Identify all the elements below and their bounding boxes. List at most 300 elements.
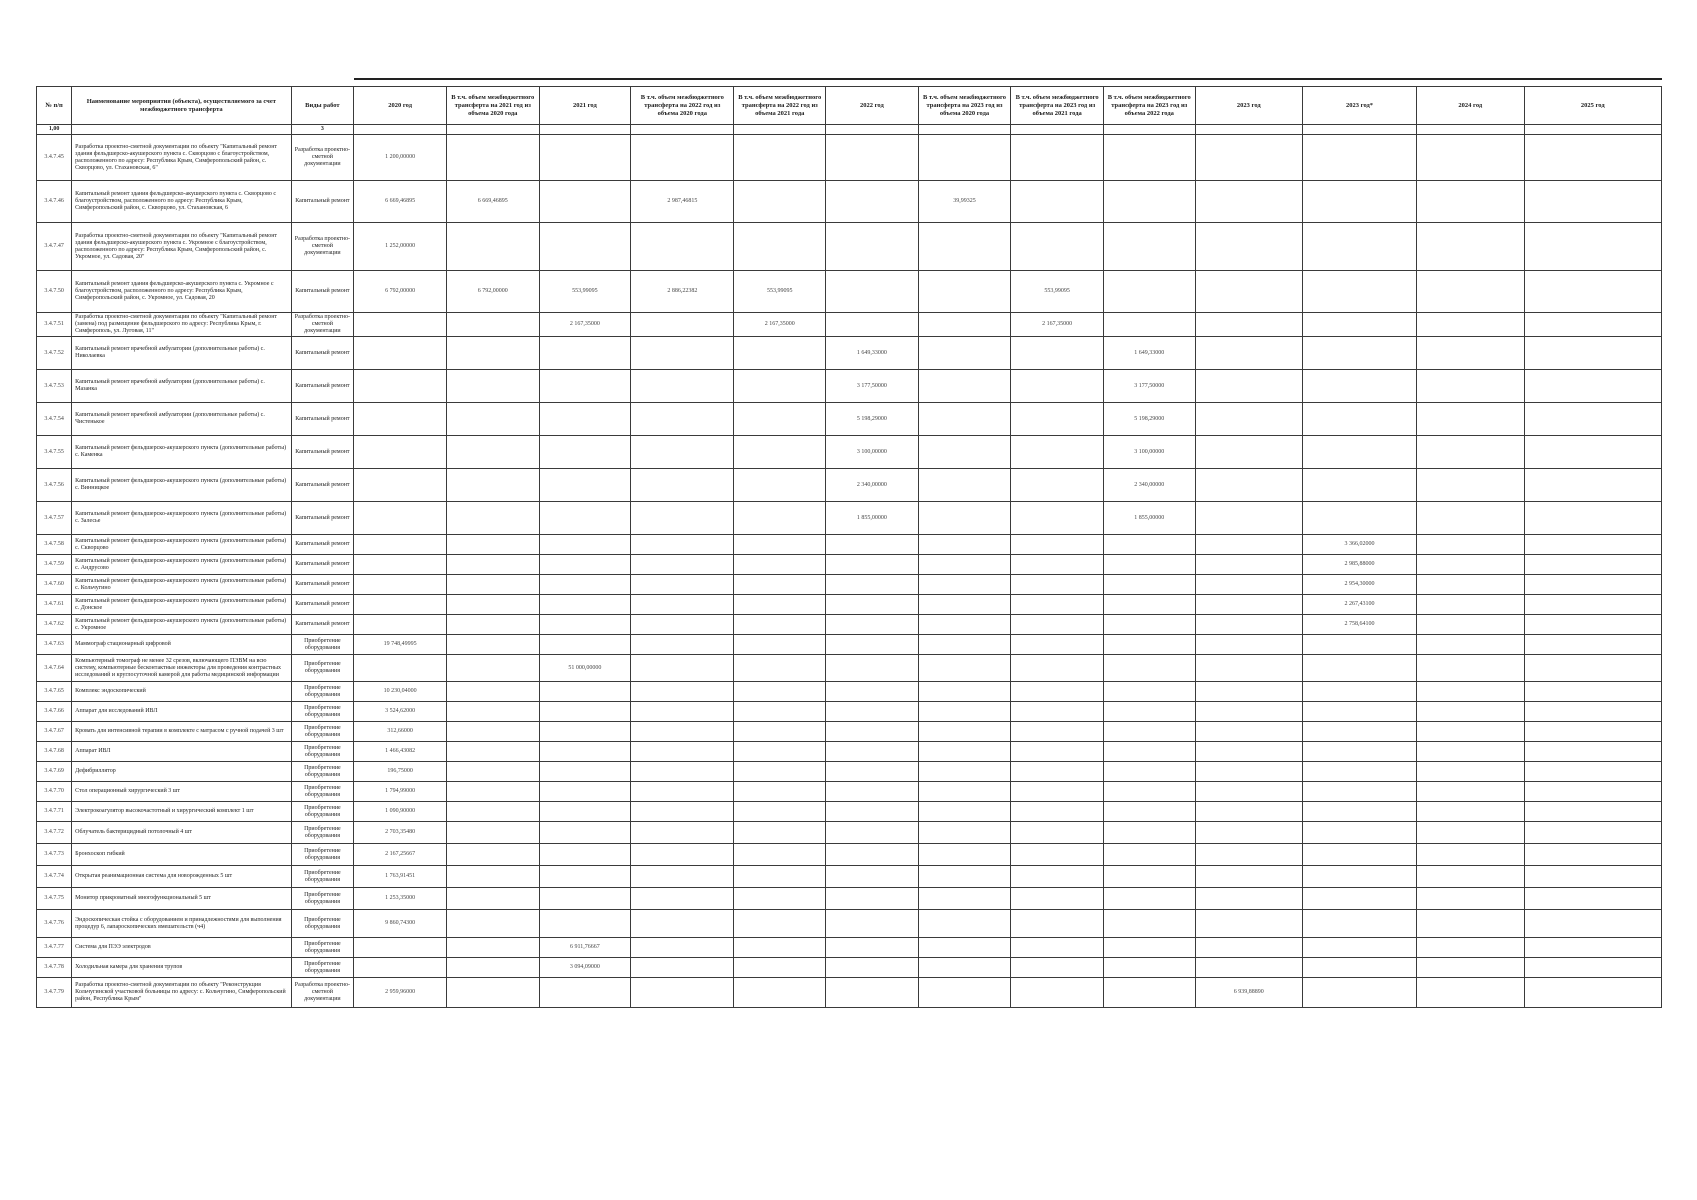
- row-name: Разработка проектно-сметной документации по объекту "Реконструкция Кольчугинской участковой больницы по адресу: с. Кольчугино, Симферопольский район, Республика Крым": [72, 978, 291, 1008]
- row-value: [1417, 135, 1525, 181]
- row-value: [826, 271, 919, 313]
- row-value: [446, 702, 539, 722]
- row-value: 19 748,49995: [354, 635, 447, 655]
- row-value: 3 366,02000: [1303, 535, 1417, 555]
- row-value: 1 649,33000: [1103, 337, 1195, 370]
- row-value: [354, 555, 447, 575]
- row-value: [826, 910, 919, 938]
- row-value: [826, 822, 919, 844]
- row-value: 553,99095: [539, 271, 631, 313]
- row-value: [1303, 910, 1417, 938]
- row-value: [354, 469, 447, 502]
- row-value: [918, 782, 1011, 802]
- table-row: [37, 655, 1662, 682]
- row-value: [1011, 436, 1104, 469]
- row-value: [631, 555, 734, 575]
- row-value: [354, 595, 447, 615]
- row-name: Капитальный ремонт фельдшерско-акушерского пункта (дополнительные работы) с. Каменка: [72, 436, 291, 469]
- row-value: [446, 742, 539, 762]
- row-value: [354, 313, 447, 337]
- row-value: [354, 575, 447, 595]
- row-value: [1303, 782, 1417, 802]
- row-kind: Капитальный ремонт: [291, 469, 354, 502]
- row-value: [826, 866, 919, 888]
- header-year-col: В т.ч. объем межбюджетного трансферта на 2023 год из объема 2021 года: [1011, 87, 1104, 125]
- row-value: [1417, 910, 1525, 938]
- row-value: [918, 635, 1011, 655]
- row-value: [354, 958, 447, 978]
- row-value: [826, 555, 919, 575]
- row-value: 2 954,30000: [1303, 575, 1417, 595]
- row-value: [1524, 682, 1661, 702]
- row-value: [918, 802, 1011, 822]
- row-num: 3.4.7.79: [37, 978, 72, 1008]
- row-value: 2 758,64100: [1303, 615, 1417, 635]
- row-value: 553,99095: [734, 271, 826, 313]
- row-value: [918, 535, 1011, 555]
- row-value: [539, 742, 631, 762]
- row-value: [539, 866, 631, 888]
- row-num: 3.4.7.45: [37, 135, 72, 181]
- row-value: [1195, 615, 1303, 635]
- row-value: [1417, 822, 1525, 844]
- row-value: [1103, 910, 1195, 938]
- header-year-col: В т.ч. объем межбюджетного трансферта на 2023 год из объема 2020 года: [918, 87, 1011, 125]
- row-value: [446, 436, 539, 469]
- row-value: [631, 802, 734, 822]
- row-value: [1011, 595, 1104, 615]
- row-name: Капитальный ремонт фельдшерско-акушерского пункта (дополнительные работы) с. Андрусово: [72, 555, 291, 575]
- row-name: Капитальный ремонт здания фельдшерско-акушерского пункта с. Скворцово с благоустройством, расположенного по адресу: Республика Крым, Симферопольский район, с. Скворцово, ул. Стахановская, 6: [72, 181, 291, 223]
- row-value: [631, 978, 734, 1008]
- row-value: [1195, 313, 1303, 337]
- row-kind: Капитальный ремонт: [291, 337, 354, 370]
- row-value: [1417, 535, 1525, 555]
- table-row: [37, 535, 1662, 555]
- row-value: [354, 337, 447, 370]
- row-value: [734, 866, 826, 888]
- row-kind: Капитальный ремонт: [291, 555, 354, 575]
- row-value: [1195, 655, 1303, 682]
- row-value: [1103, 888, 1195, 910]
- row-value: 2 167,35000: [539, 313, 631, 337]
- row-value: [1195, 535, 1303, 555]
- row-value: [918, 888, 1011, 910]
- row-value: [734, 337, 826, 370]
- row-value: [734, 782, 826, 802]
- row-value: [446, 978, 539, 1008]
- row-kind: Приобретение оборудования: [291, 888, 354, 910]
- row-value: [1524, 595, 1661, 615]
- row-value: [918, 502, 1011, 535]
- row-value: [631, 682, 734, 702]
- row-value: [1011, 555, 1104, 575]
- table-row: [37, 181, 1662, 223]
- row-kind: Приобретение оборудования: [291, 958, 354, 978]
- row-value: [1524, 313, 1661, 337]
- row-kind: Приобретение оборудования: [291, 802, 354, 822]
- table-row: [37, 682, 1662, 702]
- row-value: [446, 135, 539, 181]
- row-value: [918, 135, 1011, 181]
- row-value: [354, 370, 447, 403]
- row-value: [734, 938, 826, 958]
- row-num: 3.4.7.51: [37, 313, 72, 337]
- row-value: [631, 469, 734, 502]
- row-value: [826, 742, 919, 762]
- row-value: [1524, 782, 1661, 802]
- row-value: [1195, 595, 1303, 615]
- row-num: 3.4.7.74: [37, 866, 72, 888]
- row-value: [631, 135, 734, 181]
- row-value: 1 855,00000: [1103, 502, 1195, 535]
- row-value: [1303, 655, 1417, 682]
- row-value: [1195, 822, 1303, 844]
- row-kind: Разработка проектно-сметной документации: [291, 223, 354, 271]
- row-value: [539, 403, 631, 436]
- row-value: [539, 575, 631, 595]
- row-value: [1417, 469, 1525, 502]
- row-value: [1303, 135, 1417, 181]
- row-name: Капитальный ремонт фельдшерско-акушерского пункта (дополнительные работы) с. Скворцово: [72, 535, 291, 555]
- row-value: [1524, 135, 1661, 181]
- row-name: Капитальный ремонт врачебной амбулатории (дополнительные работы) с. Николаевка: [72, 337, 291, 370]
- row-value: [631, 223, 734, 271]
- index-cell: [1524, 125, 1661, 135]
- row-value: [446, 888, 539, 910]
- row-value: [446, 502, 539, 535]
- row-value: [918, 469, 1011, 502]
- row-value: [631, 782, 734, 802]
- row-value: [539, 844, 631, 866]
- row-value: [446, 337, 539, 370]
- row-value: [1524, 271, 1661, 313]
- row-value: [446, 370, 539, 403]
- row-value: [631, 722, 734, 742]
- row-value: [1011, 370, 1104, 403]
- row-value: [446, 682, 539, 702]
- row-value: [1195, 575, 1303, 595]
- row-name: Комплекс эндоскопический: [72, 682, 291, 702]
- row-value: [446, 655, 539, 682]
- row-value: [1524, 866, 1661, 888]
- row-value: [539, 682, 631, 702]
- row-kind: Приобретение оборудования: [291, 910, 354, 938]
- row-value: [539, 555, 631, 575]
- row-value: [1195, 762, 1303, 782]
- row-value: [1303, 223, 1417, 271]
- index-name: [72, 125, 291, 135]
- row-value: [826, 802, 919, 822]
- row-num: 3.4.7.58: [37, 535, 72, 555]
- row-value: [1103, 742, 1195, 762]
- row-value: [1417, 958, 1525, 978]
- row-value: 2 985,88000: [1303, 555, 1417, 575]
- row-kind: Капитальный ремонт: [291, 436, 354, 469]
- row-value: [1103, 866, 1195, 888]
- table-row: [37, 615, 1662, 635]
- table-row: [37, 502, 1662, 535]
- row-name: Бронхоскоп гибкий: [72, 844, 291, 866]
- row-value: 1 253,35000: [354, 888, 447, 910]
- row-value: [1524, 555, 1661, 575]
- row-value: [446, 313, 539, 337]
- row-value: [1011, 702, 1104, 722]
- row-value: [734, 762, 826, 782]
- row-num: 3.4.7.61: [37, 595, 72, 615]
- row-num: 3.4.7.47: [37, 223, 72, 271]
- row-value: 3 524,62000: [354, 702, 447, 722]
- header-num: № п/п: [37, 87, 72, 125]
- row-value: [631, 958, 734, 978]
- index-cell: [446, 125, 539, 135]
- row-value: [539, 223, 631, 271]
- row-value: 553,99095: [1011, 271, 1104, 313]
- table-row: [37, 135, 1662, 181]
- row-kind: Приобретение оборудования: [291, 762, 354, 782]
- row-value: [1011, 722, 1104, 742]
- row-value: [1524, 502, 1661, 535]
- row-value: [1303, 822, 1417, 844]
- row-value: [734, 370, 826, 403]
- table-row: [37, 978, 1662, 1008]
- row-value: [1303, 702, 1417, 722]
- row-value: 1 855,00000: [826, 502, 919, 535]
- index-cell: [354, 125, 447, 135]
- row-value: [1011, 866, 1104, 888]
- row-value: [539, 888, 631, 910]
- row-value: [539, 135, 631, 181]
- row-value: [539, 635, 631, 655]
- row-value: [631, 888, 734, 910]
- row-value: [1011, 181, 1104, 223]
- row-value: [539, 370, 631, 403]
- row-value: 2 959,96000: [354, 978, 447, 1008]
- row-value: [918, 742, 1011, 762]
- row-value: 6 911,76667: [539, 938, 631, 958]
- table-row: [37, 702, 1662, 722]
- row-value: 3 177,50000: [1103, 370, 1195, 403]
- row-value: [918, 223, 1011, 271]
- row-kind: Капитальный ремонт: [291, 403, 354, 436]
- row-value: [826, 938, 919, 958]
- row-value: [734, 802, 826, 822]
- row-value: [734, 655, 826, 682]
- row-value: [918, 702, 1011, 722]
- row-value: [1303, 502, 1417, 535]
- table-row: [37, 271, 1662, 313]
- row-value: [1417, 370, 1525, 403]
- row-value: [1103, 313, 1195, 337]
- row-value: [631, 635, 734, 655]
- row-value: [826, 635, 919, 655]
- row-value: [1195, 910, 1303, 938]
- row-value: [1103, 978, 1195, 1008]
- row-value: [1417, 762, 1525, 782]
- row-kind: Капитальный ремонт: [291, 535, 354, 555]
- header-year-col: В т.ч. объем межбюджетного трансферта на 2023 год из объема 2022 года: [1103, 87, 1195, 125]
- row-name: Электрокоагулятор высокочастотный и хирургический комплект 1 шт: [72, 802, 291, 822]
- row-value: 1 466,43082: [354, 742, 447, 762]
- index-cell: [826, 125, 919, 135]
- row-value: [1524, 575, 1661, 595]
- row-value: [826, 702, 919, 722]
- header-year-col: В т.ч. объем межбюджетного трансферта на 2022 год из объема 2020 года: [631, 87, 734, 125]
- row-num: 3.4.7.70: [37, 782, 72, 802]
- row-value: [918, 978, 1011, 1008]
- row-value: [1011, 135, 1104, 181]
- row-value: [734, 822, 826, 844]
- row-value: 2 340,00000: [826, 469, 919, 502]
- row-value: 3 094,09000: [539, 958, 631, 978]
- row-value: [1303, 313, 1417, 337]
- row-name: Капитальный ремонт фельдшерско-акушерского пункта (дополнительные работы) с. Залесье: [72, 502, 291, 535]
- row-value: [1417, 938, 1525, 958]
- row-num: 3.4.7.78: [37, 958, 72, 978]
- row-value: [1195, 370, 1303, 403]
- row-num: 3.4.7.50: [37, 271, 72, 313]
- row-value: [539, 615, 631, 635]
- row-value: [918, 822, 1011, 844]
- row-value: [1195, 866, 1303, 888]
- row-value: [354, 655, 447, 682]
- row-kind: Капитальный ремонт: [291, 502, 354, 535]
- row-value: [1195, 181, 1303, 223]
- row-value: [826, 575, 919, 595]
- row-value: [918, 958, 1011, 978]
- row-value: [1417, 802, 1525, 822]
- row-value: [918, 595, 1011, 615]
- row-value: 2 167,35000: [1011, 313, 1104, 337]
- index-cell: [631, 125, 734, 135]
- row-value: [918, 337, 1011, 370]
- row-value: [631, 910, 734, 938]
- row-value: [539, 337, 631, 370]
- row-kind: Капитальный ремонт: [291, 595, 354, 615]
- row-name: Капитальный ремонт врачебной амбулатории (дополнительные работы) с. Мазанка: [72, 370, 291, 403]
- row-name: Разработка проектно-сметной документации по объекту "Капитальный ремонт здания фельдшерско-акушерского пункта с. Скворцово с благоустройством, расположенного по адресу: Республика Крым, Симферопольский район, с. Скворцово, ул. Стахановская, 6": [72, 135, 291, 181]
- row-value: [826, 978, 919, 1008]
- row-value: [826, 181, 919, 223]
- row-value: [734, 469, 826, 502]
- row-kind: Приобретение оборудования: [291, 822, 354, 844]
- row-value: [1103, 722, 1195, 742]
- row-value: [1011, 762, 1104, 782]
- row-value: [918, 436, 1011, 469]
- row-value: [1011, 742, 1104, 762]
- table-row: [37, 469, 1662, 502]
- row-value: [734, 844, 826, 866]
- row-num: 3.4.7.54: [37, 403, 72, 436]
- row-value: 312,66000: [354, 722, 447, 742]
- row-kind: Капитальный ремонт: [291, 181, 354, 223]
- row-value: [918, 866, 1011, 888]
- row-value: [1011, 615, 1104, 635]
- row-value: [1011, 938, 1104, 958]
- table-row: [37, 822, 1662, 844]
- row-value: [1011, 782, 1104, 802]
- row-num: 3.4.7.72: [37, 822, 72, 844]
- row-value: [1011, 682, 1104, 702]
- row-num: 3.4.7.67: [37, 722, 72, 742]
- index-cell: [1195, 125, 1303, 135]
- row-value: [1417, 615, 1525, 635]
- row-value: [539, 722, 631, 742]
- row-value: [734, 742, 826, 762]
- table-row: [37, 575, 1662, 595]
- row-name: Аппарат для исследований ИВЛ: [72, 702, 291, 722]
- row-value: [1303, 978, 1417, 1008]
- row-name: Монитор прикроватный многофункциональный 5 шт: [72, 888, 291, 910]
- index-cell: [1417, 125, 1525, 135]
- row-value: [631, 742, 734, 762]
- row-value: [631, 337, 734, 370]
- index-cell: [1011, 125, 1104, 135]
- row-value: [1303, 888, 1417, 910]
- row-value: [354, 502, 447, 535]
- row-value: [1195, 135, 1303, 181]
- row-num: 3.4.7.66: [37, 702, 72, 722]
- index-cell: [539, 125, 631, 135]
- row-value: [734, 223, 826, 271]
- row-num: 3.4.7.77: [37, 938, 72, 958]
- row-num: 3.4.7.64: [37, 655, 72, 682]
- row-value: [1303, 436, 1417, 469]
- row-value: [1417, 181, 1525, 223]
- row-kind: Разработка проектно-сметной документации: [291, 135, 354, 181]
- table-row: [37, 958, 1662, 978]
- row-value: [446, 595, 539, 615]
- header-year-col: 2020 год: [354, 87, 447, 125]
- row-value: [1011, 635, 1104, 655]
- row-value: [354, 403, 447, 436]
- index-row: [37, 125, 1662, 135]
- row-value: [1417, 337, 1525, 370]
- row-value: [1417, 682, 1525, 702]
- row-value: [1103, 682, 1195, 702]
- row-value: [734, 595, 826, 615]
- row-value: [446, 938, 539, 958]
- row-name: Капитальный ремонт фельдшерско-акушерского пункта (дополнительные работы) с. Донское: [72, 595, 291, 615]
- row-value: [1195, 782, 1303, 802]
- row-num: 3.4.7.60: [37, 575, 72, 595]
- row-num: 3.4.7.75: [37, 888, 72, 910]
- row-value: [918, 575, 1011, 595]
- index-cell: [918, 125, 1011, 135]
- row-value: [1417, 595, 1525, 615]
- row-value: [918, 910, 1011, 938]
- row-value: [1195, 635, 1303, 655]
- index-cell: [734, 125, 826, 135]
- row-value: [446, 555, 539, 575]
- row-value: [1417, 655, 1525, 682]
- header-year-col: 2024 год: [1417, 87, 1525, 125]
- row-value: 1 794,99000: [354, 782, 447, 802]
- row-value: [1524, 722, 1661, 742]
- row-value: [734, 575, 826, 595]
- row-value: [918, 313, 1011, 337]
- table-row: [37, 370, 1662, 403]
- row-value: [631, 595, 734, 615]
- row-value: [1524, 910, 1661, 938]
- row-value: [539, 762, 631, 782]
- index-kind: 3: [291, 125, 354, 135]
- row-num: 3.4.7.55: [37, 436, 72, 469]
- row-value: [1303, 635, 1417, 655]
- row-name: Капитальный ремонт фельдшерско-акушерского пункта (дополнительные работы) с. Винницкое: [72, 469, 291, 502]
- table-row: [37, 403, 1662, 436]
- header-year-col: В т.ч. объем межбюджетного трансферта на 2021 год из объема 2020 года: [446, 87, 539, 125]
